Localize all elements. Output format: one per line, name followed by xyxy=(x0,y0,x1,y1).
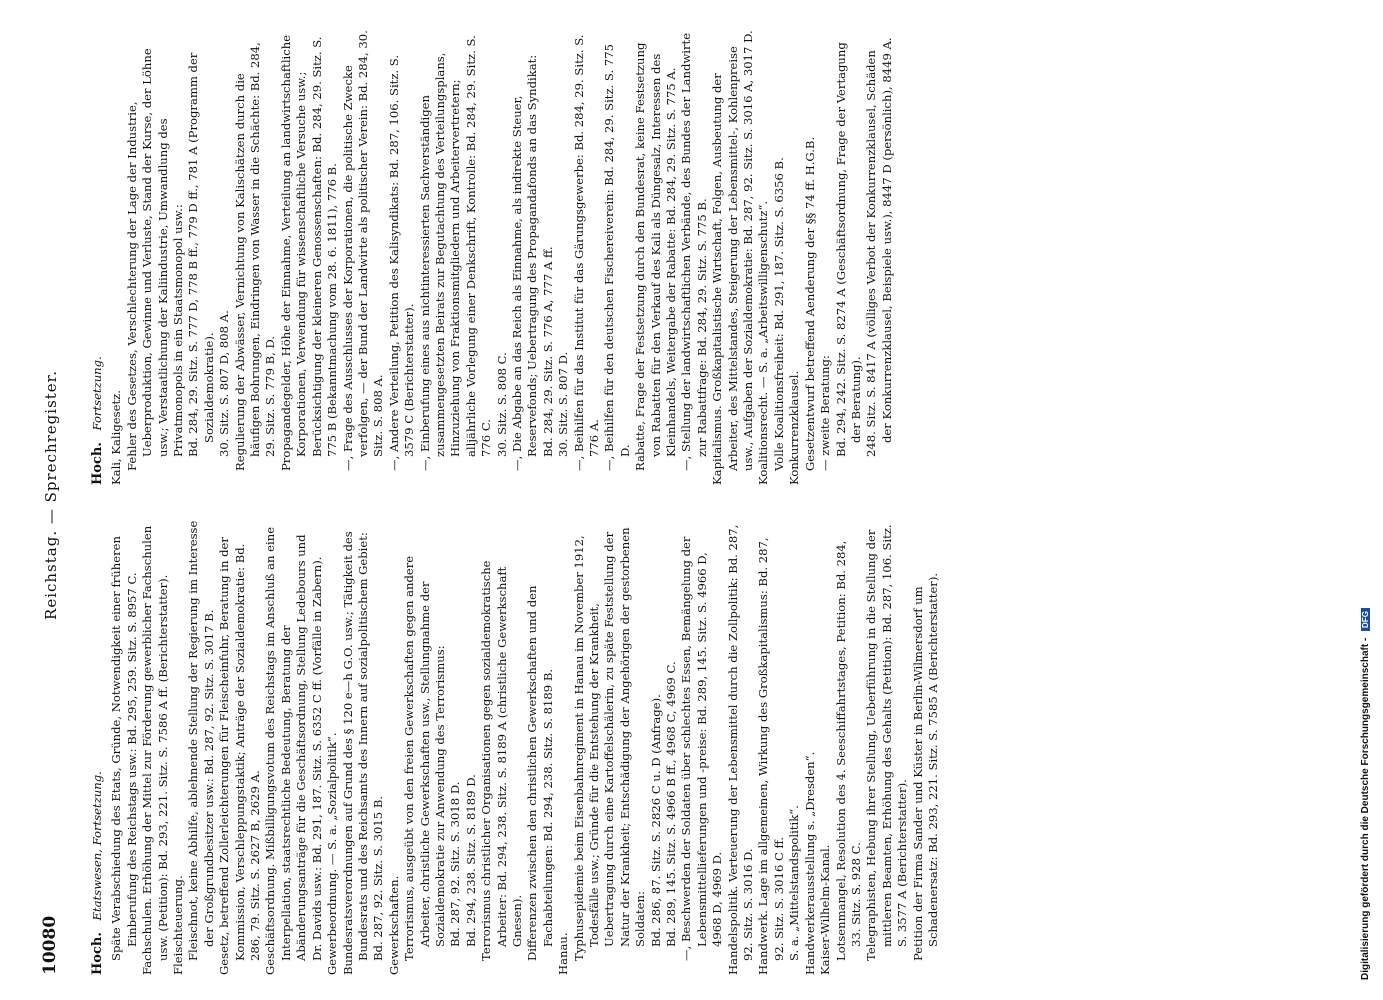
right-column-head: Hoch. xyxy=(90,442,105,485)
index-entry: Kali, Kaligesetz. xyxy=(109,390,124,485)
left-column-head: Hoch. xyxy=(90,932,105,975)
index-entry: Späte Verabschiedung des Etats, Gründe, Notwendigkeit einer früheren Einberufung des Reichstags usw.: Bd. 295, 259. Sitz. S. 8957 C. xyxy=(109,536,139,961)
index-entry: 30. Sitz. S. 808 C. xyxy=(494,352,509,457)
left-column-continuation: Etatswesen, Fortsetzung. xyxy=(90,771,104,921)
index-entry: Koalitionsrecht. — S. a. „Arbeitswilligenschutz“. xyxy=(756,200,771,485)
index-entry: Bd. 284, 29. Sitz. S. 777 D, 778 B ff., 779 D ff., 781 A (Programm der Sozialdemokratie). xyxy=(186,52,216,457)
index-entry: —, Einberufung eines aus nichtinteressierten Sachverständigen zusammengesetzten Beirats zur Begutachtung des Verteilungsplans, Hinzuziehung von Fraktionsmitgliedern und Arbeitervertretern; alljährliche Vorlegung einer Denkschrift, Kontrolle: Bd. 284, 29. Sitz. S. 776 C. xyxy=(417,35,494,471)
index-entry: Gewerkschaften. xyxy=(386,875,401,975)
index-entry: —, Frage des Ausschlusses der Korporationen, die politische Zwecke verfolgen, — der Bund der Landwirte als politischer Verein: Bd. 284, 30. Sitz. S. 808 A. xyxy=(340,30,386,471)
page-number: 10080 xyxy=(40,915,60,975)
running-head: Reichstag. — Sprechregister. xyxy=(42,370,60,620)
index-entry: —, Beihilfen für das Institut für das Gärungsgewerbe: Bd. 284, 29. Sitz. S. 776 A. xyxy=(571,34,601,471)
index-entry: Regulierung der Abwässer, Vernichtung von Kalischätzen durch die häufigen Bohrungen, Eindringen von Wasser in die Schächte: Bd. 284, 29. Sitz. S. 779 B, D. xyxy=(232,42,278,471)
index-entry: —, Andere Verteilung, Petition des Kalisyndikats: Bd. 287, 106. Sitz. S. 3579 C (Berichterstatter). xyxy=(386,54,417,471)
index-entry: Petition der Firma Sander und Küster in Berlin-Wilmersdorf um Schadenersatz: Bd. 293, 221. Sitz. S. 7585 A (Berichterstatter). xyxy=(910,572,940,961)
page-header xyxy=(40,15,74,975)
index-entry: Fleischteuerung. xyxy=(171,875,186,975)
right-column xyxy=(90,30,895,485)
index-entry: Hanau. xyxy=(556,932,571,975)
index-entry: —, Stellung der landwirtschaftlichen Verbände, des Bundes der Landwirte zur Rabattfrage: Bd. 284, 29. Sitz. S. 775 B. xyxy=(679,32,709,471)
index-entry: —, Beschwerden der Soldaten über schlechtes Essen, Bemängelung der Lebensmittellieferungen und -preise: Bd. 289, 145. Sitz. S. 4966 D, 4968 D, 4969 D. xyxy=(679,536,725,961)
index-entry: Gesetzentwurf betreffend Aenderung der §§ 74 ff. H.G.B. xyxy=(802,136,817,471)
index-entry: Handelspolitik. Verteuerung der Lebensmittel durch die Zollpolitik: Bd. 287, 92. Sitz. S. 3016 D. xyxy=(725,524,756,975)
index-entry: Differenzen zwischen den christlichen Gewerkschaften und den Fachabteilungen: Bd. 294, 238. Sitz. S. 8189 B. xyxy=(525,585,555,961)
dfg-logo: DFG xyxy=(1361,608,1370,631)
index-entry: —, Die Abgabe an das Reich als Einnahme, als indirekte Steuer, Reservefonds; Uebertragung des Propagandafonds an das Syndikat: xyxy=(509,54,540,471)
index-entry: Handwerkerausstellung s. „Dresden“. xyxy=(802,751,817,975)
index-entry: —, Beihilfen für den deutschen Fischereiverein: Bd. 284, 29. Sitz. S. 775 D. xyxy=(602,44,632,471)
index-entry: 248. Sitz. S. 8417 A (völliges Verbot der Konkurrenzklausel, Schäden der Konkurrenzklausel, Beispiele usw.), 8447 D (persönlich), 8449 A. xyxy=(864,37,894,457)
index-entry: Fleischnot, keine Abhilfe, ablehnende Stellung der Regierung im Interesse der Großgrundbesitzer usw.: Bd. 287, 92. Sitz. S. 3017 B. xyxy=(186,520,216,961)
left-column xyxy=(90,520,941,975)
index-entry: Bd. 286, 87. Sitz. S. 2826 C u. D (Anfrage). xyxy=(648,694,663,947)
index-entry: Konkurrenzklausel. xyxy=(787,370,802,485)
index-entry: Bd. 294, 242. Sitz. S. 8274 A (Geschäftsordnung, Frage der Vertagung der Beratung). xyxy=(833,42,863,457)
digitization-note xyxy=(1360,20,1378,980)
index-entry: Bd. 284, 29. Sitz. S. 776 A, 777 A ff. xyxy=(540,246,555,457)
index-entry: Telegraphisten, Hebung ihrer Stellung, Ueberführung in die Stellung der mittleren Beamten, Erhöhung des Gehalts (Petition): Bd. 287, 106. Sitz. S. 3577 A (Berichterstatter). xyxy=(864,524,910,961)
index-entry: Typhusepidemie beim Eisenbahnregiment in Hanau im November 1912, Todesfälle usw.; Gründe für die Entstehung der Krankheit, Uebertragung durch eine Kartoffelschälerin, zu späte Feststellung der Natur der Krankheit; Entschädigung der Angehörigen der gestorbenen Soldaten: xyxy=(571,527,648,961)
index-entry: Lotsenmangel, Resolution des 4. Seeschiffahrtstages, Petition: Bd. 284, 33. Sitz. S. 928 C. xyxy=(833,540,863,961)
index-entry: Handwerk. Lage im allgemeinen, Wirkung des Großkapitalismus: Bd. 287, 92. Sitz. S. 3016 C ff. xyxy=(756,537,786,975)
index-entry: 30. Sitz. S. 807 D, 808 A. xyxy=(217,310,232,457)
index-entry: Fehler des Gesetzes, Verschlechterung der Lage der Industrie, Ueberproduktion, Gewinne und Verluste, Stand der Kurse, der Löhne usw.; Verstaatlichung der Kaliindustrie, Umwandlung des Privatmonopols in ein Staatsmonopol usw.: xyxy=(124,48,186,471)
index-entry: Gewerbeordnung. — S. a. „Sozialpolitik“. xyxy=(325,732,340,975)
index-entry: 30. Sitz. S. 807 D. xyxy=(556,351,571,457)
digitization-credit: Digitalisierung gefördert durch die Deutsche Forschungsgemeinschaft - xyxy=(1360,637,1371,980)
index-entry: Fachschulen. Erhöhung der Mittel zur Förderung gewerblicher Fachschulen usw. (Petition): Bd. 293, 221. Sitz. S. 7586 A ff. (Berichterstatter). xyxy=(140,525,170,975)
index-entry: Rabatte, Frage der Festsetzung durch den Bundesrat, keine Festsetzung von Rabatten für den Verkauf des Kali als Düngesalz, Interessen des Kleinhandels, Weitergabe der Rabatte: Bd. 284, 29. Sitz. S. 775 A. xyxy=(633,42,679,471)
index-entry: Bd. 289, 145. Sitz. S. 4966 B ff., 4968 C, 4969 C. xyxy=(664,661,679,947)
index-entry: S. a. „Mittelstandspolitik“. xyxy=(787,805,802,961)
index-entry: Terrorismus, ausgeübt von den freien Gewerkschaften gegen andere Arbeiter, christliche Gewerkschaften usw., Stellungnahme der Sozialdemokratie zur Anwendung des Terrorismus: xyxy=(402,555,447,961)
left-column-top xyxy=(90,520,105,975)
index-entry: Kapitalismus. Großkapitalistische Wirtschaft, Folgen, Ausbeutung der Arbeiter, des Mittelstandes, Steigerung der Lebensmittel-, Kohlenpreise usw., Aufgaben der Sozialdemokratie: Bd. 287, 92. Sitz. S. 3016 A, 3017 D. xyxy=(710,30,756,485)
index-entry: Propagandegelder, Höhe der Einnahme, Verteilung an landwirtschaftliche Korporationen, Verwendung für wissenschaftliche Versuche usw.; Berücksichtigung der kleineren Genossenschaften: Bd. 284, 29. Sitz. S. 775 B (Bekanntmachung vom 28. 6. 1811), 776 B. xyxy=(278,34,340,471)
index-entry: Kaiser-Wilhelm-Kanal. xyxy=(818,844,833,975)
index-entry: Bd. 294, 238. Sitz. S. 8189 D. xyxy=(463,774,478,947)
index-entry: Volle Koalitionsfreiheit: Bd. 291, 187. Sitz. S. 6356 B. xyxy=(771,157,786,471)
index-entry: — zweite Beratung: xyxy=(818,355,833,471)
left-entries xyxy=(109,520,941,975)
digitization-note-text xyxy=(1360,20,1371,980)
index-entry: Gesetz, betreffend Zollerleichterungen für Fleischeinfuhr, Beratung in der Kommission, Verschleppungstaktik; Anträge der Sozialdemokratie: Bd. 286, 79. Sitz. S. 2627 B, 2629 A. xyxy=(217,537,263,975)
index-entry: Geschäftsordnung. Mißbilligungsvotum des Reichstags im Anschluß an eine Interpellation, staatsrechtliche Bedeutung, Beratung der Abänderungsanträge für die Geschäftsordnung, Stellung Ledebours und Dr. Davids usw.: Bd. 291, 187. Sitz. S. 6352 C ff. (Vorfälle in Zabern). xyxy=(263,526,324,975)
right-entries xyxy=(109,30,895,485)
right-column-continuation: Fortsetzung. xyxy=(90,356,104,431)
index-entry: Bundesratsverordnungen auf Grund des § 120 e—h G.O. usw.; Tätigkeit des Bundesrats und des Reichsamts des Innern auf sozialpolitischem Gebiet: Bd. 287, 92. Sitz. S. 3015 B. xyxy=(340,531,386,975)
rotated-print-area xyxy=(40,15,1370,975)
index-entry: Terrorismus christlicher Organisationen gegen sozialdemokratische Arbeiter: Bd. 294, 238. Sitz. S. 8189 A (christliche Gewerkschaft Gnesen). xyxy=(479,560,524,961)
right-column-top xyxy=(90,30,105,485)
index-entry: Bd. 287, 92. Sitz. S. 3018 D. xyxy=(448,781,463,947)
